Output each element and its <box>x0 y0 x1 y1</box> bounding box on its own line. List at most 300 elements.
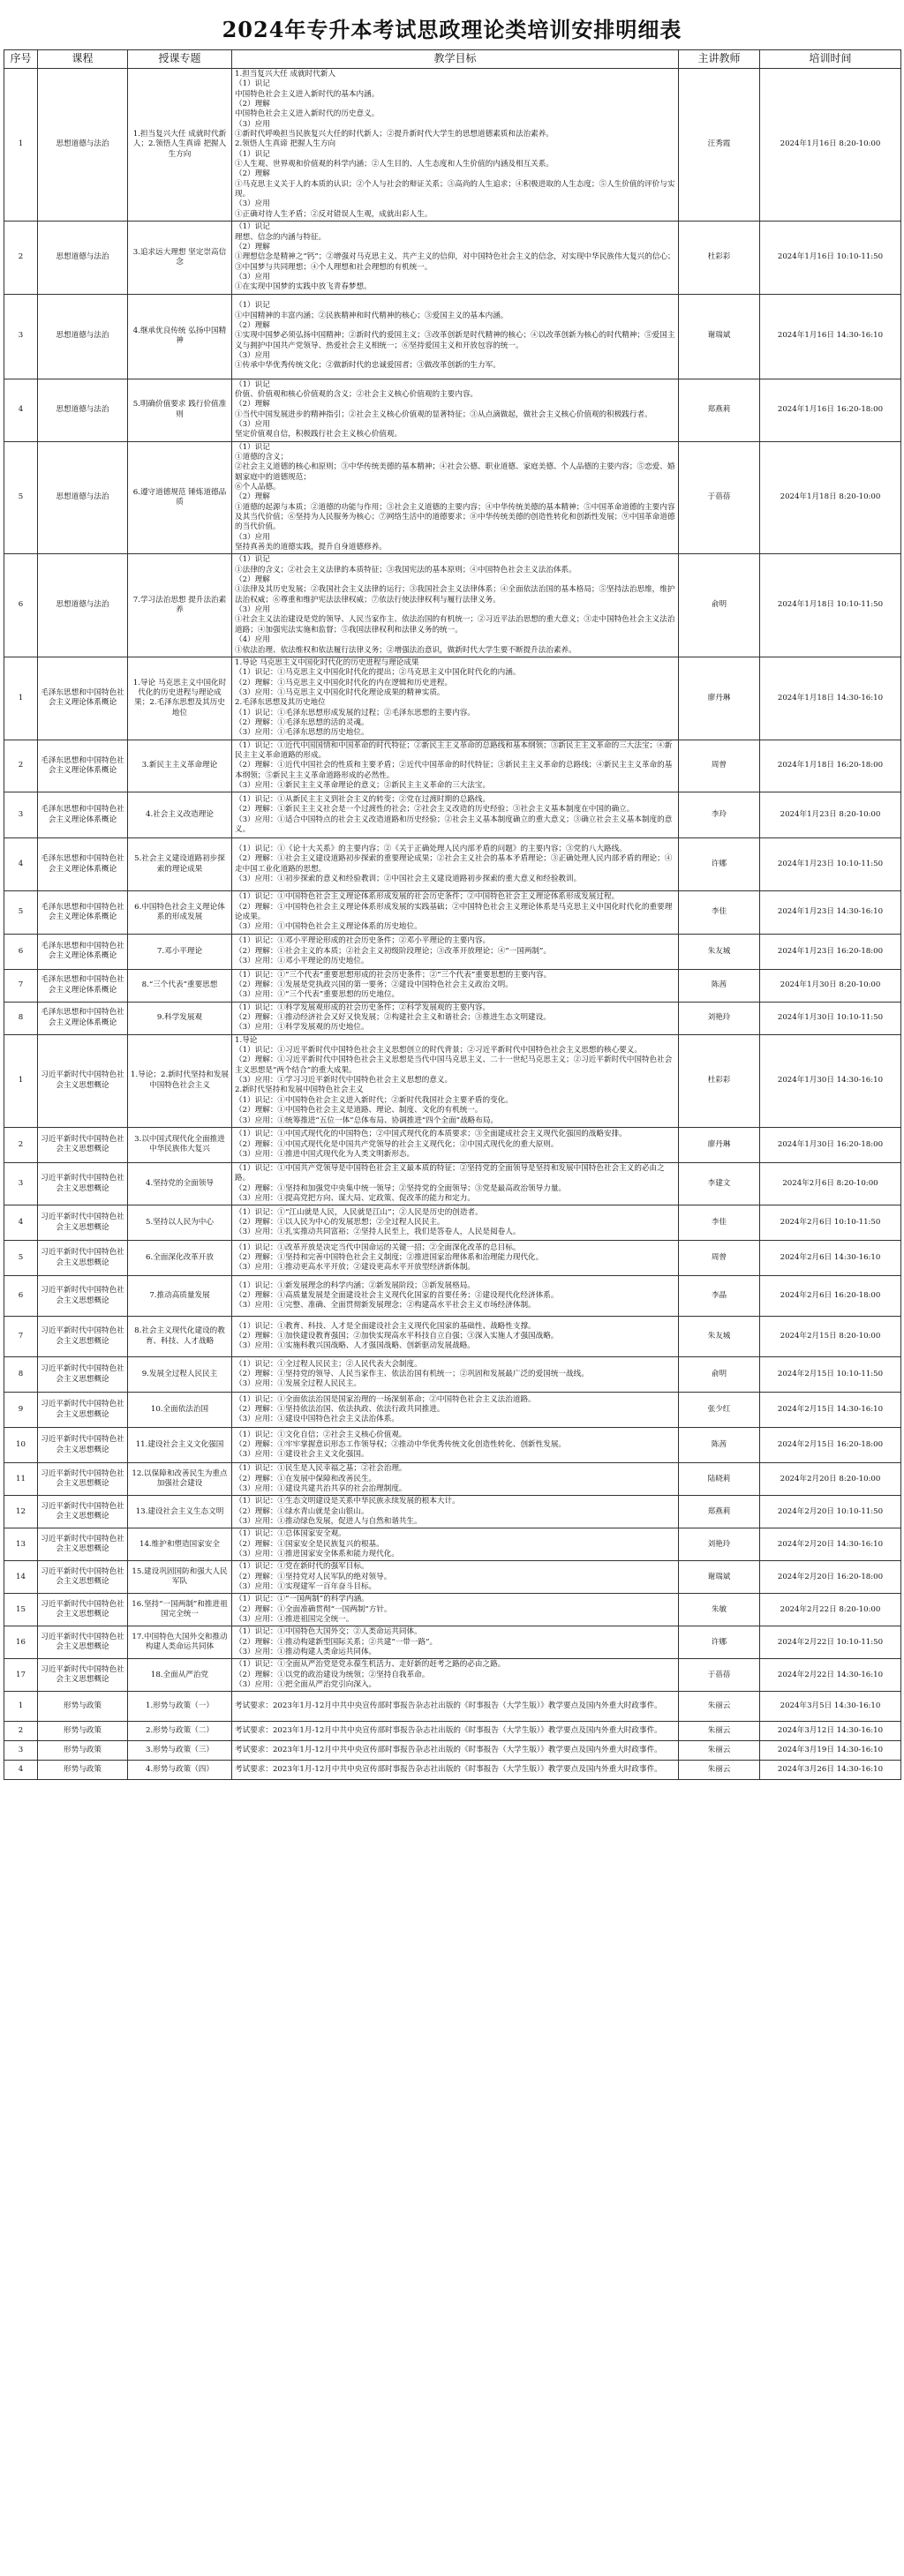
table-row <box>4 69 901 222</box>
course-name: 习近平新时代中国特色社会主义思想概论 <box>38 1496 128 1528</box>
course-name: 习近平新时代中国特色社会主义思想概论 <box>38 1428 128 1463</box>
goal-line: （2）理解：①坚持依法治国、依法执政、依法行政共同推进。 <box>235 1405 445 1415</box>
goal-line: （2）理解：①马克思主义中国化时代化的内在逻辑和历史进程。 <box>235 678 453 687</box>
training-time: 2024年2月22日 8:20-10:00 <box>760 1594 901 1626</box>
training-time: 2024年1月23日 14:30-16:10 <box>760 891 901 934</box>
teacher-name: 谢瑞斌 <box>679 294 760 379</box>
course-name: 毛泽东思想和中国特色社会主义理论体系概论 <box>38 891 128 934</box>
lecture-topic: 3.以中国式现代化全面推进中华民族伟大复兴 <box>128 1127 232 1162</box>
table-row <box>4 740 901 792</box>
goal-line: （1）识记：①《论十大关系》的主要内容；②《关于正确处理人民内部矛盾的问题》的主要内容；③党的八大路线。 <box>235 845 627 854</box>
course-name: 习近平新时代中国特色社会主义思想概论 <box>38 1127 128 1162</box>
header-course: 课程 <box>38 50 128 69</box>
row-number: 5 <box>4 1241 38 1276</box>
lecture-topic: 5.明确价值要求 践行价值准则 <box>128 379 232 441</box>
course-name: 习近平新时代中国特色社会主义思想概论 <box>38 1205 128 1241</box>
goal-line: （1）识记：①邓小平理论形成的社会历史条件；②邓小平理论的主要内容。 <box>235 936 491 946</box>
teacher-name: 李佳 <box>679 891 760 934</box>
training-time: 2024年1月23日 8:20-10:00 <box>760 792 901 838</box>
teacher-name: 朱友城 <box>679 934 760 969</box>
row-number: 8 <box>4 1002 38 1034</box>
teacher-name: 郑燕莉 <box>679 1496 760 1528</box>
goal-line: （1）识记：①习近平新时代中国特色社会主义思想创立的时代背景；②习近平新时代中国特色社会主义思想的核心要义。 <box>235 1046 642 1055</box>
table-header-row <box>4 50 901 69</box>
course-name: 习近平新时代中国特色社会主义思想概论 <box>38 1626 128 1659</box>
row-number: 6 <box>4 934 38 969</box>
teacher-name: 周曾 <box>679 740 760 792</box>
row-number: 2 <box>4 740 38 792</box>
training-time: 2024年2月20日 10:10-11:50 <box>760 1496 901 1528</box>
teacher-name: 朱丽云 <box>679 1761 760 1780</box>
row-number: 1 <box>4 1034 38 1127</box>
course-name: 思想道德与法治 <box>38 441 128 554</box>
goal-line: （4）应用 <box>235 635 270 645</box>
teacher-name: 许娜 <box>679 838 760 891</box>
goal-line: 坚定价值观自信，积极践行社会主义核心价值观。 <box>235 430 403 439</box>
goal-line: （3）应用：①完整、准确、全面贯彻新发展理念；②构建高水平社会主义市场经济体制。 <box>235 1301 536 1311</box>
teacher-name: 朱丽云 <box>679 1722 760 1741</box>
goal-line: 2.毛泽东思想及其历史地位 <box>235 698 326 708</box>
lecture-topic: 4.坚持党的全面领导 <box>128 1162 232 1205</box>
goal-line: （2）理解：①推动经济社会又好又快发展；②构建社会主义和谐社会；③推进生态文明建设。 <box>235 1013 551 1023</box>
lecture-topic: 3.新民主主义革命理论 <box>128 740 232 792</box>
teacher-name: 刘艳玲 <box>679 1528 760 1561</box>
row-number: 4 <box>4 1761 38 1780</box>
table-row <box>4 792 901 838</box>
goal-line: （1）识记：①新发展理念的科学内涵；②新发展阶段；③新发展格局。 <box>235 1280 475 1290</box>
table-row <box>4 934 901 969</box>
goal-line: （3）应用：①建设共建共治共享的社会治理制度。 <box>235 1483 407 1493</box>
table-row <box>4 1002 901 1034</box>
goal-line: ①理想信念是精神之“钙”；②增强对马克思主义、共产主义的信仰，对中国特色社会主义的信念，对实现中华民族伟大复兴的信心；③中国梦与共同理想；④个人理想和社会理想的有机统一。 <box>235 252 675 272</box>
lecture-topic: 6.全面深化改革开放 <box>128 1241 232 1276</box>
teacher-name: 朱敏 <box>679 1594 760 1626</box>
training-time: 2024年2月6日 10:10-11:50 <box>760 1205 901 1241</box>
goal-line: （2）理解 <box>235 100 270 109</box>
teaching-goals <box>232 969 679 1002</box>
goal-line: （1）识记：①全面依法治国是国家治理的一场深刻革命；②中国特色社会主义法治道路。 <box>235 1394 536 1404</box>
course-name: 习近平新时代中国特色社会主义思想概论 <box>38 1528 128 1561</box>
course-name: 习近平新时代中国特色社会主义思想概论 <box>38 1317 128 1357</box>
training-time: 2024年2月20日 16:20-18:00 <box>760 1561 901 1594</box>
goal-line: ①在实现中国梦的实践中放飞青春梦想。 <box>235 282 372 292</box>
row-number: 6 <box>4 1276 38 1317</box>
table-row <box>4 441 901 554</box>
goal-line: ①法律的含义；②社会主义法律的本质特征；③我国宪法的基本原则；④中国特色社会主义法治体系。 <box>235 565 576 575</box>
teaching-goals <box>232 1428 679 1463</box>
header-topic: 授课专题 <box>128 50 232 69</box>
goal-line: ①社会主义法治建设是党的领导、人民当家作主、依法治国的有机统一；②习近平法治思想的重大意义；③走中国特色社会主义法治道路；④加强宪法实施和监督；⑤我国法律权利和法律义务的统一。 <box>235 615 675 635</box>
goal-line: （3）应用：①发展全过程人民民主。 <box>235 1379 361 1389</box>
goal-line: （1）识记 <box>235 149 270 159</box>
row-number: 1 <box>4 69 38 222</box>
training-time: 2024年2月20日 8:20-10:00 <box>760 1463 901 1496</box>
table-row <box>4 1241 901 1276</box>
lecture-topic: 3.形势与政策（三） <box>128 1741 232 1761</box>
goal-line: （2）理解：①坚持和完善中国特色社会主义制度；②推进国家治理体系和治理能力现代化。 <box>235 1253 544 1263</box>
goal-line: （3）应用 <box>235 605 270 615</box>
goal-line: （1）识记：①总体国家安全观。 <box>235 1529 346 1539</box>
goal-line: ①依法治理、依法维权和依法履行法律义务；②增强法治意识，做新时代大学生要不断提升法治素养。 <box>235 645 576 655</box>
goal-line: （2）理解：①绿水青山就是金山银山。 <box>235 1506 369 1516</box>
course-name: 习近平新时代中国特色社会主义思想概论 <box>38 1276 128 1317</box>
goal-line: （3）应用：①把全面从严治党引向深入。 <box>235 1680 377 1690</box>
goal-line: （1）识记：①毛泽东思想形成发展的过程；②毛泽东思想的主要内容。 <box>235 708 475 717</box>
goal-line: （1）识记：①文化自信；②社会主义核心价值观。 <box>235 1430 407 1439</box>
row-number: 2 <box>4 1127 38 1162</box>
goal-line: （1）识记：①中国特色大国外交；②人类命运共同体。 <box>235 1627 422 1637</box>
goal-line: （2）理解：①中国式现代化是中国共产党领导的社会主义现代化；②中国式现代化的重大原则。 <box>235 1139 559 1149</box>
teacher-name: 于蓓蓓 <box>679 1659 760 1692</box>
teaching-goals <box>232 222 679 294</box>
goal-line: 考试要求：2023年1月-12月中共中央宣传部时事报告杂志社出版的《时事报告（大学生版）》教学要点及国内外重大时政事件。 <box>235 1746 662 1755</box>
lecture-topic: 9.发展全过程人民民主 <box>128 1357 232 1393</box>
lecture-topic: 16.坚持“一国两制”和推进祖国完全统一 <box>128 1594 232 1626</box>
goal-line: 价值、价值观和核心价值观的含义；②社会主义核心价值观的主要内容。 <box>235 389 478 399</box>
teaching-goals <box>232 1463 679 1496</box>
lecture-topic: 12.以保障和改善民生为重点加强社会建设 <box>128 1463 232 1496</box>
training-time: 2024年2月6日 8:20-10:00 <box>760 1162 901 1205</box>
goal-line: ①中国精神的丰富内涵；②民族精神和时代精神的核心；③爱国主义的基本内涵。 <box>235 311 508 320</box>
table-row <box>4 1626 901 1659</box>
table-row <box>4 1722 901 1741</box>
goal-line: （2）理解 <box>235 321 270 331</box>
course-name: 毛泽东思想和中国特色社会主义理论体系概论 <box>38 740 128 792</box>
teaching-goals <box>232 934 679 969</box>
lecture-topic: 2.形势与政策（二） <box>128 1722 232 1741</box>
goal-line: （1）识记 <box>235 379 270 389</box>
goal-line: （2）理解 <box>235 169 270 179</box>
training-time: 2024年1月18日 16:20-18:00 <box>760 740 901 792</box>
goal-line: （3）应用：①马克思主义中国化时代化理论成果的精神实质。 <box>235 687 445 697</box>
goal-line: （2）理解：①在发展中保障和改善民生。 <box>235 1474 377 1483</box>
goal-line: （1）识记：①中国式现代化的中国特色；②中国式现代化的本质要求；③全面建成社会主义现代化强国的战略安排。 <box>235 1130 627 1139</box>
goal-line: ①道德的含义； <box>235 452 289 462</box>
teaching-goals <box>232 792 679 838</box>
teacher-name: 杜彩彩 <box>679 222 760 294</box>
teaching-goals <box>232 1761 679 1780</box>
table-row <box>4 1594 901 1626</box>
teacher-name: 于蓓蓓 <box>679 441 760 554</box>
goal-line: 1.担当复兴大任 成就时代新人 <box>235 70 336 79</box>
training-time: 2024年1月18日 8:20-10:00 <box>760 441 901 554</box>
goal-line: （2）理解：①发展是党执政兴国的第一要务；②建设中国特色社会主义政治文明。 <box>235 980 513 990</box>
course-name: 形势与政策 <box>38 1692 128 1722</box>
row-number: 7 <box>4 1317 38 1357</box>
teacher-name: 谢瑞斌 <box>679 1561 760 1594</box>
teacher-name: 周曾 <box>679 1241 760 1276</box>
lecture-topic: 10.全面依法治国 <box>128 1393 232 1428</box>
table-row <box>4 1205 901 1241</box>
training-time: 2024年2月15日 10:10-11:50 <box>760 1357 901 1393</box>
table-row <box>4 1761 901 1780</box>
teaching-goals <box>232 1594 679 1626</box>
lecture-topic: 6.遵守道德规范 锤炼道德品质 <box>128 441 232 554</box>
goal-line: （3）应用 <box>235 199 270 209</box>
row-number: 16 <box>4 1626 38 1659</box>
training-time: 2024年1月30日 14:30-16:10 <box>760 1034 901 1127</box>
goal-line: （2）理解：①推动构建新型国际关系；②共建“一带一路”。 <box>235 1637 438 1647</box>
header-time: 培训时间 <box>760 50 901 69</box>
table-row <box>4 1162 901 1205</box>
teacher-name: 郑燕莉 <box>679 379 760 441</box>
goal-line: （3）应用 <box>235 419 270 429</box>
goal-line: （2）理解：①牢牢掌握意识形态工作领导权；②推动中华优秀传统文化创造性转化、创新性发展。 <box>235 1440 567 1450</box>
goal-line: 中国特色社会主义进入新时代的基本内涵。 <box>235 89 380 99</box>
teaching-goals <box>232 1317 679 1357</box>
teacher-name: 李晶 <box>679 1276 760 1317</box>
goal-line: 1.导论 <box>235 1035 258 1045</box>
goal-line: （1）识记：①“三个代表”重要思想形成的社会历史条件；②“三个代表”重要思想的主要内容。 <box>235 970 552 980</box>
goal-line: （2）理解：①坚持和加强党中央集中统一领导；②坚持党的全面领导；③党是最高政治领导力量。 <box>235 1183 567 1193</box>
training-time: 2024年2月22日 10:10-11:50 <box>760 1626 901 1659</box>
teacher-name: 张少红 <box>679 1393 760 1428</box>
lecture-topic: 15.建设巩固国防和强大人民军队 <box>128 1561 232 1594</box>
training-time: 2024年2月6日 14:30-16:10 <box>760 1241 901 1276</box>
teaching-goals <box>232 1127 679 1162</box>
teaching-goals <box>232 838 679 891</box>
goal-line: ①实现中国梦必须弘扬中国精神；②新时代的爱国主义；③改革创新是时代精神的核心；④以改革创新为核心的时代精神；⑤爱国主义与拥护中国共产党领导、热爱社会主义相统一；⑥坚持爱国主义和开放包容的统一。 <box>235 331 675 350</box>
training-time: 2024年2月6日 16:20-18:00 <box>760 1276 901 1317</box>
goal-line: （1）识记：①全过程人民民主；②人民代表大会制度。 <box>235 1359 422 1369</box>
goal-line: ①正确对待人生矛盾；②反对错误人生观，成就出彩人生。 <box>235 209 433 219</box>
row-number: 11 <box>4 1463 38 1496</box>
course-name: 毛泽东思想和中国特色社会主义理论体系概论 <box>38 1002 128 1034</box>
goal-line: 坚持真善美的道德实践，提升自身道德修养。 <box>235 543 387 552</box>
lecture-topic: 3.追求远大理想 坚定崇高信念 <box>128 222 232 294</box>
teacher-name: 李佳 <box>679 1205 760 1241</box>
goal-line: （3）应用 <box>235 532 270 542</box>
teaching-goals <box>232 1659 679 1692</box>
table-row <box>4 1741 901 1761</box>
goal-line: （2）理解：①国家安全是民族复兴的根基。 <box>235 1539 384 1549</box>
table-row <box>4 1692 901 1722</box>
goal-line: （2）理解 <box>235 400 270 409</box>
row-number: 3 <box>4 792 38 838</box>
goal-line: 2.领悟人生真谛 把握人生方向 <box>235 139 336 149</box>
goal-line: （3）应用：①毛泽东思想的历史地位。 <box>235 728 369 738</box>
lecture-topic: 17.中国特色大国外交和推动构建人类命运共同体 <box>128 1626 232 1659</box>
table-row <box>4 657 901 740</box>
row-number: 17 <box>4 1659 38 1692</box>
goal-line: 考试要求：2023年1月-12月中共中央宣传部时事报告杂志社出版的《时事报告（大学生版）》教学要点及国内外重大时政事件。 <box>235 1726 662 1736</box>
goal-line: （2）理解：①中国特色社会主义理论体系形成发展的实践基础；②中国特色社会主义理论体系是马克思主义中国化时代化的重要理论成果。 <box>235 902 673 921</box>
goal-line: （3）应用：①推进祖国完全统一。 <box>235 1615 354 1625</box>
table-row <box>4 891 901 934</box>
row-number: 3 <box>4 1162 38 1205</box>
lecture-topic: 1.担当复兴大任 成就时代新人；2.领悟人生真谛 把握人生方向 <box>128 69 232 222</box>
goal-line: （1）识记 <box>235 79 270 89</box>
goal-line: （1）识记：①民生是人民幸福之基；②社会治理。 <box>235 1464 407 1474</box>
goal-line: 理想、信念的内涵与特征。 <box>235 232 327 242</box>
training-time: 2024年2月15日 8:20-10:00 <box>760 1317 901 1357</box>
goal-line: （3）应用：①初步探索的意义和经验教训；②中国社会主义建设道路初步探索的重大意义和经验教训。 <box>235 875 582 884</box>
training-time: 2024年1月16日 10:10-11:50 <box>760 222 901 294</box>
teaching-goals <box>232 1357 679 1393</box>
goal-line: （2）理解：①中国特色社会主义是道路、理论、制度、文化的有机统一。 <box>235 1106 483 1115</box>
teacher-name: 俞明 <box>679 554 760 657</box>
lecture-topic: 9.科学发展观 <box>128 1002 232 1034</box>
goal-line: （2）理解：①社会主义的本质；②社会主义初级阶段理论；③改革开放理论；④“一国两制”。 <box>235 946 552 956</box>
lecture-topic: 4.社会主义改造理论 <box>128 792 232 838</box>
teacher-name: 李建文 <box>679 1162 760 1205</box>
table-row <box>4 1317 901 1357</box>
training-time: 2024年1月30日 10:10-11:50 <box>760 1002 901 1034</box>
teacher-name: 陆晓莉 <box>679 1463 760 1496</box>
goal-line: ①人生观、世界观和价值观的科学内涵；②人生目的、人生态度和人生价值的内涵及相互关系。 <box>235 160 554 169</box>
teacher-name: 朱丽云 <box>679 1741 760 1761</box>
header-no: 序号 <box>4 50 38 69</box>
header-teacher: 主讲教师 <box>679 50 760 69</box>
goal-line: （1）识记：①生态文明建设是关系中华民族永续发展的根本大计。 <box>235 1497 460 1506</box>
teaching-goals <box>232 1162 679 1205</box>
goal-line: （3）应用：①推动构建人类命运共同体。 <box>235 1648 377 1657</box>
course-name: 习近平新时代中国特色社会主义思想概论 <box>38 1162 128 1205</box>
goal-line: ①传承中华优秀传统文化；②做新时代的忠诚爱国者；③做改革创新的生力军。 <box>235 361 501 371</box>
goal-line: （1）识记：①“江山就是人民，人民就是江山”；②人民是历史的创造者。 <box>235 1207 483 1217</box>
goal-line: （2）理解：①坚持党的领导、人民当家作主、依法治国有机统一；②巩固和发展最广泛的爱国统一战线。 <box>235 1370 589 1379</box>
goal-line: （2）理解：①高质量发展是全面建设社会主义现代化国家的首要任务；②建设现代化经济体系。 <box>235 1291 559 1301</box>
lecture-topic: 8.“三个代表”重要思想 <box>128 969 232 1002</box>
training-time: 2024年1月30日 8:20-10:00 <box>760 969 901 1002</box>
goal-line: （3）应用：①实现建军一百年奋斗目标。 <box>235 1582 377 1591</box>
lecture-topic: 4.形势与政策（四） <box>128 1761 232 1780</box>
training-time: 2024年3月26日 14:30-16:10 <box>760 1761 901 1780</box>
goal-line: （3）应用：①扎实推动共同富裕；②坚持人民至上，我们是答卷人，人民是阅卷人。 <box>235 1228 521 1237</box>
course-name: 习近平新时代中国特色社会主义思想概论 <box>38 1594 128 1626</box>
goal-line: （1）识记：①改革开放是决定当代中国命运的关键一招；②全面深化改革的总目标。 <box>235 1243 521 1252</box>
table-row <box>4 294 901 379</box>
teaching-goals <box>232 891 679 934</box>
table-row <box>4 1393 901 1428</box>
goal-line: （1）识记：①马克思主义中国化时代化的提出；②马克思主义中国化时代化的内涵。 <box>235 668 521 678</box>
goal-line: （3）应用：①推进国家安全体系和能力现代化。 <box>235 1549 399 1558</box>
goal-line: （1）识记：①全面从严治党是党永葆生机活力、走好新的赶考之路的必由之路。 <box>235 1660 506 1670</box>
goal-line: ②社会主义道德的核心和原则；③中华传统美德的基本精神；④社会公德、职业道德、家庭美德、个人品德的主要内容；⑤恋爱、婚姻家庭中的道德规范； <box>235 462 675 482</box>
lecture-topic: 5.社会主义建设道路初步探索的理论成果 <box>128 838 232 891</box>
row-number: 4 <box>4 838 38 891</box>
course-name: 形势与政策 <box>38 1741 128 1761</box>
table-row <box>4 554 901 657</box>
course-name: 习近平新时代中国特色社会主义思想概论 <box>38 1034 128 1127</box>
row-number: 5 <box>4 891 38 934</box>
goal-line: （2）理解 <box>235 575 270 585</box>
goal-line: （3）应用 <box>235 351 270 361</box>
goal-line: （3）应用 <box>235 119 270 129</box>
row-number: 2 <box>4 222 38 294</box>
goal-line: （3）应用：①提高党把方向、谋大局、定政策、促改革的能力和定力。 <box>235 1193 475 1203</box>
training-time: 2024年1月30日 16:20-18:00 <box>760 1127 901 1162</box>
schedule-table <box>4 49 901 1780</box>
teacher-name: 朱丽云 <box>679 1692 760 1722</box>
goal-line: （3）应用：①建设中国特色社会主义法治体系。 <box>235 1415 399 1424</box>
row-number: 6 <box>4 554 38 657</box>
training-time: 2024年2月15日 14:30-16:10 <box>760 1393 901 1428</box>
teacher-name: 陈茜 <box>679 1428 760 1463</box>
training-time: 2024年3月5日 14:30-16:10 <box>760 1692 901 1722</box>
teaching-goals <box>232 1722 679 1741</box>
teacher-name: 刘艳玲 <box>679 1002 760 1034</box>
row-number: 3 <box>4 294 38 379</box>
goal-line: ⑥个人品德。 <box>235 483 281 492</box>
teaching-goals <box>232 1034 679 1127</box>
row-number: 1 <box>4 657 38 740</box>
teacher-name: 杜彩彩 <box>679 1034 760 1127</box>
table-row <box>4 1659 901 1692</box>
teaching-goals <box>232 379 679 441</box>
teacher-name: 李玲 <box>679 792 760 838</box>
goal-line: （2）理解：①全面准确贯彻“一国两制”方针。 <box>235 1604 392 1614</box>
goal-line: （1）识记：①从新民主主义到社会主义的转变；②党在过渡时期的总路线。 <box>235 795 491 805</box>
goal-line: （3）应用：①“三个代表”重要思想的历史地位。 <box>235 990 400 1000</box>
goal-line: （1）识记：①党在新时代的强军目标。 <box>235 1562 369 1572</box>
teaching-goals <box>232 1626 679 1659</box>
goal-line: （2）理解：①毛泽东思想的活的灵魂。 <box>235 717 369 727</box>
table-row <box>4 969 901 1002</box>
goal-line: （2）理解 <box>235 242 270 252</box>
lecture-topic: 11.建设社会主义文化强国 <box>128 1428 232 1463</box>
teaching-goals <box>232 1561 679 1594</box>
course-name: 毛泽东思想和中国特色社会主义理论体系概论 <box>38 969 128 1002</box>
table-row <box>4 838 901 891</box>
teaching-goals <box>232 1692 679 1722</box>
lecture-topic: 13.建设社会主义生态文明 <box>128 1496 232 1528</box>
goal-line: （3）应用：①建设社会主义文化强国。 <box>235 1450 369 1460</box>
course-name: 思想道德与法治 <box>38 69 128 222</box>
table-row <box>4 1561 901 1594</box>
goal-line: ①马克思主义关于人的本质的认识；②个人与社会的辩证关系；③高尚的人生追求；④积极进取的人生态度；⑤人生价值的评价与实现。 <box>235 179 675 199</box>
goal-line: （1）识记：①科学发展观形成的社会历史条件；②科学发展观的主要内容。 <box>235 1003 491 1012</box>
course-name: 习近平新时代中国特色社会主义思想概论 <box>38 1393 128 1428</box>
teaching-goals <box>232 294 679 379</box>
training-time: 2024年2月20日 14:30-16:10 <box>760 1528 901 1561</box>
training-time: 2024年1月16日 16:20-18:00 <box>760 379 901 441</box>
lecture-topic: 7.邓小平理论 <box>128 934 232 969</box>
teaching-goals <box>232 69 679 222</box>
goal-line: （3）应用：①推动绿色发展，促进人与自然和谐共生。 <box>235 1516 422 1526</box>
goal-line: 考试要求：2023年1月-12月中共中央宣传部时事报告杂志社出版的《时事报告（大学生版）》教学要点及国内外重大时政事件。 <box>235 1765 662 1775</box>
teaching-goals <box>232 441 679 554</box>
row-number: 1 <box>4 1692 38 1722</box>
teaching-goals <box>232 1393 679 1428</box>
course-name: 习近平新时代中国特色社会主义思想概论 <box>38 1463 128 1496</box>
goal-line: （3）应用：①学习习近平新时代中国特色社会主义思想的意义。 <box>235 1076 453 1085</box>
course-name: 习近平新时代中国特色社会主义思想概论 <box>38 1659 128 1692</box>
goal-line: （2）理解：①近代中国社会的性质和主要矛盾；②近代中国革命的时代特征；③新民主主义革命的总路线；④新民主主义革命的基本纲领；⑤新民主主义革命道路形成的必然性。 <box>235 761 673 780</box>
table-row <box>4 1127 901 1162</box>
course-name: 毛泽东思想和中国特色社会主义理论体系概论 <box>38 838 128 891</box>
goal-line: （1）识记：①教育、科技、人才是全面建设社会主义现代化国家的基础性、战略性支撑。 <box>235 1321 536 1331</box>
course-name: 毛泽东思想和中国特色社会主义理论体系概论 <box>38 934 128 969</box>
lecture-topic: 6.中国特色社会主义理论体系的形成发展 <box>128 891 232 934</box>
goal-line: （3）应用：①推动更高水平开放；②建设更高水平开放型经济新体制。 <box>235 1263 475 1273</box>
course-name: 习近平新时代中国特色社会主义思想概论 <box>38 1241 128 1276</box>
table-row <box>4 1428 901 1463</box>
goal-line: 中国特色社会主义进入新时代的历史意义。 <box>235 109 380 119</box>
teacher-name: 俞明 <box>679 1357 760 1393</box>
teaching-goals <box>232 1496 679 1528</box>
training-time: 2024年1月16日 8:20-10:00 <box>760 69 901 222</box>
training-time: 2024年3月12日 14:30-16:10 <box>760 1722 901 1741</box>
goal-line: ①新时代呼唤担当民族复兴大任的时代新人；②提升新时代大学生的思想道德素质和法治素养。 <box>235 130 554 139</box>
goal-line: （1）识记：①中国共产党领导是中国特色社会主义最本质的特征；②坚持党的全面领导是坚持和发展中国特色社会主义的必由之路。 <box>235 1163 665 1183</box>
goal-line: 2.新时代坚持和发展中国特色社会主义 <box>235 1085 364 1095</box>
row-number: 7 <box>4 969 38 1002</box>
row-number: 4 <box>4 379 38 441</box>
goal-line: （2）理解：①以党的政治建设为统领；②坚持自我革命。 <box>235 1670 430 1679</box>
row-number: 14 <box>4 1561 38 1594</box>
table-row <box>4 379 901 441</box>
